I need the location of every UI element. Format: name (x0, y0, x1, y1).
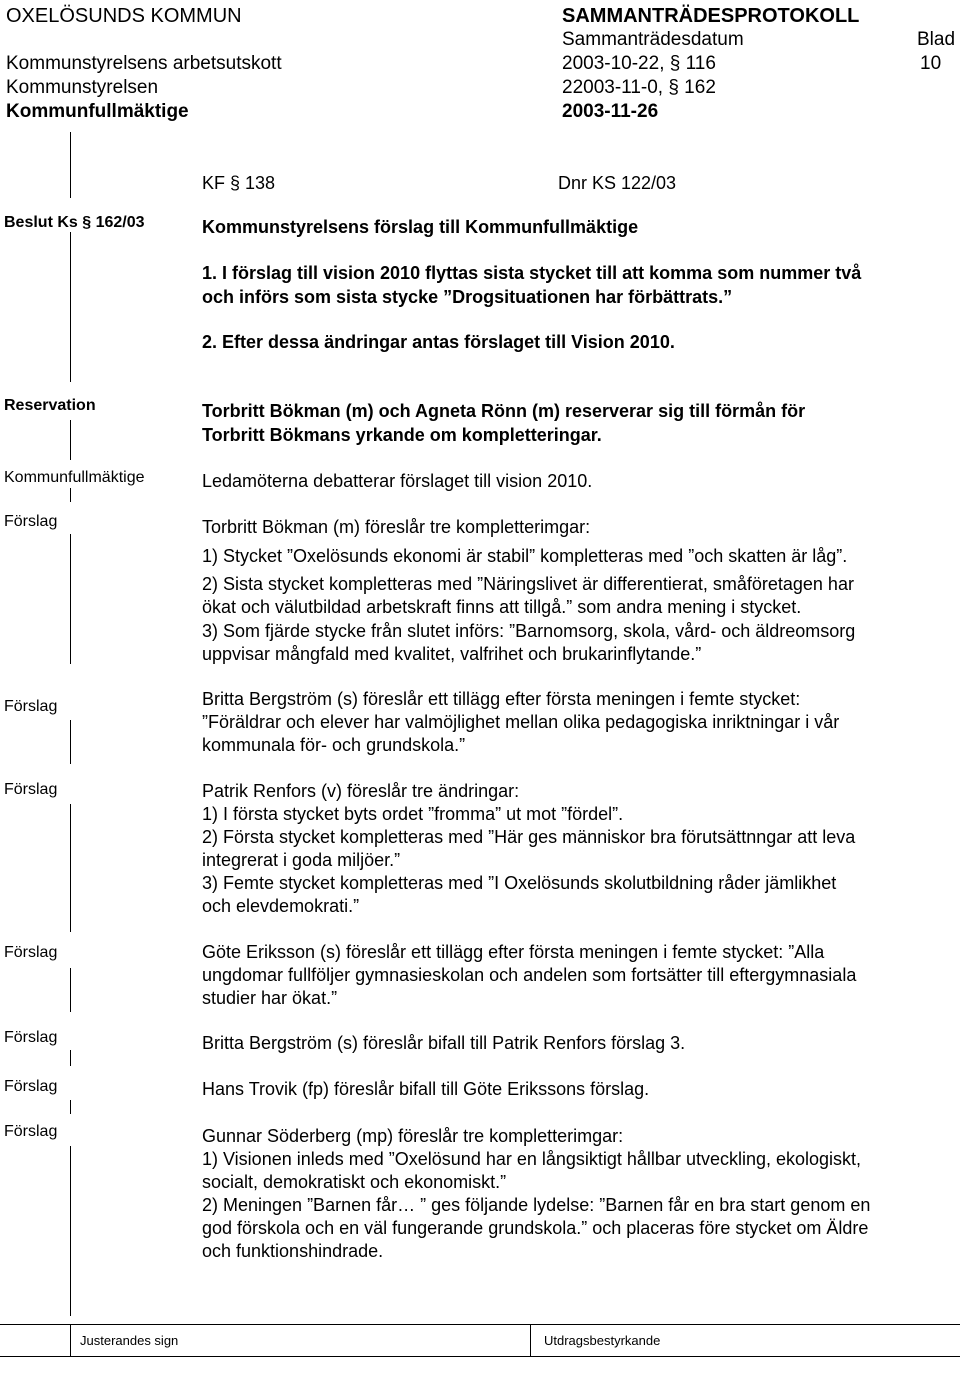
margin-rule (70, 1100, 71, 1114)
margin-label-forslag: Förslag (4, 1029, 58, 1046)
proposal-2-line-2: ”Föräldrar och elever har valmöjlighet mellan olika pedagogiska inriktningar i vår (202, 712, 840, 732)
proposal-1-line-6: uppvisar mångfald med kvalitet, valfrihet och brukarinflytande.” (202, 644, 702, 664)
footer-sign-label: Justerandes sign (80, 1333, 179, 1348)
body-name-kf: Kommunfullmäktige (6, 101, 189, 122)
margin-rule (70, 132, 71, 198)
decision-item-1-line-2: och införs som sista stycke ”Drogsituationen har förbättrats.” (202, 287, 733, 307)
proposal-3-line-5: 3) Femte stycket kompletteras med ”I Oxelösunds skolutbildning råder jämlikhet (202, 873, 837, 893)
date-kf: 2003-11-26 (562, 101, 659, 122)
footer-divider (530, 1324, 531, 1357)
margin-rule (70, 968, 71, 1012)
proposal-4-line-3: studier har ökat.” (202, 988, 338, 1008)
proposal-2-line-3: kommunala för- och grundskola.” (202, 735, 466, 755)
kf-paragraph: KF § 138 (202, 173, 276, 193)
margin-rule (70, 804, 71, 932)
decision-heading: Kommunstyrelsens förslag till Kommunfullmäktige (202, 217, 639, 237)
margin-rule (70, 488, 71, 502)
proposal-7-line-5: god förskola och en väl fungerande grundskola.” och placeras före stycket om Äldre (202, 1218, 869, 1238)
proposal-3-line-6: och elevdemokrati.” (202, 896, 360, 916)
margin-label-forslag: Förslag (4, 1123, 58, 1140)
footer-divider (70, 1324, 71, 1357)
proposal-3-line-3: 2) Första stycket kompletteras med ”Här ges människor bra förutsättnngar att leva (202, 827, 856, 847)
footer-extract-label: Utdragsbestyrkande (544, 1333, 661, 1348)
case-number: Dnr KS 122/03 (558, 173, 677, 193)
body-name-au: Kommunstyrelsens arbetsutskott (6, 53, 282, 74)
document-type: SAMMANTRÄDESPROTOKOLL (562, 5, 860, 27)
margin-rule (70, 534, 71, 664)
footer-rule-top (0, 1324, 960, 1325)
date-label: Sammanträdesdatum (562, 29, 744, 50)
proposal-1-line-2: 1) Stycket ”Oxelösunds ekonomi är stabil” kompletteras med ”och skatten är låg”. (202, 546, 848, 566)
proposal-3-line-2: 1) I första stycket byts ordet ”fromma” ut mot ”fördel”. (202, 804, 624, 824)
proposal-7-line-3: socialt, demokratiskt och ekonomiskt.” (202, 1172, 507, 1192)
reservation-line-1: Torbritt Bökman (m) och Agneta Rönn (m) reserverar sig till förmån för (202, 401, 806, 421)
date-ks: 22003-11-0, § 162 (562, 77, 716, 98)
margin-label-reservation: Reservation (4, 397, 96, 414)
margin-rule (70, 1146, 71, 1316)
margin-label-kommunfullmaktige: Kommunfullmäktige (4, 469, 145, 486)
proposal-4-line-1: Göte Eriksson (s) föreslår ett tillägg efter första meningen i femte stycket: ”Alla (202, 942, 825, 962)
proposal-1-line-3: 2) Sista stycket kompletteras med ”Näringslivet är differentierat, småföretagen har (202, 574, 854, 594)
page-label: Blad (917, 29, 956, 50)
proposal-5-line-1: Britta Bergström (s) föreslår bifall till Patrik Renfors förslag 3. (202, 1033, 686, 1053)
proposal-3-line-4: integrerat i goda miljöer.” (202, 850, 401, 870)
proposal-1-line-5: 3) Som fjärde stycke från slutet införs: ”Barnomsorg, skola, vård- och äldreomsorg (202, 621, 856, 641)
proposal-6-line-1: Hans Trovik (fp) föreslår bifall till Göte Erikssons förslag. (202, 1079, 650, 1099)
proposal-1-line-4: ökat och välutbildad arbetskraft finns att tillgå.” som andra mening i stycket. (202, 597, 802, 617)
proposal-7-line-4: 2) Meningen ”Barnen får… ” ges följande lydelse: ”Barnen får en bra start genom en (202, 1195, 871, 1215)
proposal-7-line-6: och funktionshindrade. (202, 1241, 384, 1261)
margin-label-forslag: Förslag (4, 944, 58, 961)
margin-rule (70, 420, 71, 460)
footer-rule-bottom (0, 1356, 960, 1357)
margin-label-forslag: Förslag (4, 1078, 58, 1095)
proposal-2-line-1: Britta Bergström (s) föreslår ett tillägg efter första meningen i femte stycket: (202, 689, 801, 709)
margin-rule (70, 1050, 71, 1066)
margin-rule (70, 720, 71, 764)
proposal-7-line-1: Gunnar Söderberg (mp) föreslår tre kompletterimgar: (202, 1126, 624, 1146)
margin-label-beslut: Beslut Ks § 162/03 (4, 214, 145, 231)
decision-item-1-line-1: 1. I förslag till vision 2010 flyttas sista stycket till att komma som nummer två (202, 263, 862, 283)
municipality-name: OXELÖSUNDS KOMMUN (6, 5, 242, 27)
margin-label-forslag: Förslag (4, 513, 58, 530)
proposal-3-line-1: Patrik Renfors (v) föreslår tre ändringar: (202, 781, 520, 801)
margin-label-forslag: Förslag (4, 698, 58, 715)
body-name-ks: Kommunstyrelsen (6, 77, 159, 98)
proposal-7-line-2: 1) Visionen inleds med ”Oxelösund har en långsiktigt hållbar utveckling, ekologiskt, (202, 1149, 862, 1169)
proposal-1-line-1: Torbritt Bökman (m) föreslår tre kompletterimgar: (202, 517, 591, 537)
kf-debate: Ledamöterna debatterar förslaget till vision 2010. (202, 471, 593, 491)
margin-label-forslag: Förslag (4, 781, 58, 798)
date-au: 2003-10-22, § 116 (562, 53, 716, 74)
reservation-line-2: Torbritt Bökmans yrkande om kompletteringar. (202, 425, 602, 445)
decision-item-2: 2. Efter dessa ändringar antas förslaget till Vision 2010. (202, 332, 675, 352)
margin-rule (70, 232, 71, 382)
proposal-4-line-2: ungdomar fullföljer gymnasieskolan och andelen som fortsätter till eftergymnasiala (202, 965, 857, 985)
page-number: 10 (920, 53, 942, 74)
